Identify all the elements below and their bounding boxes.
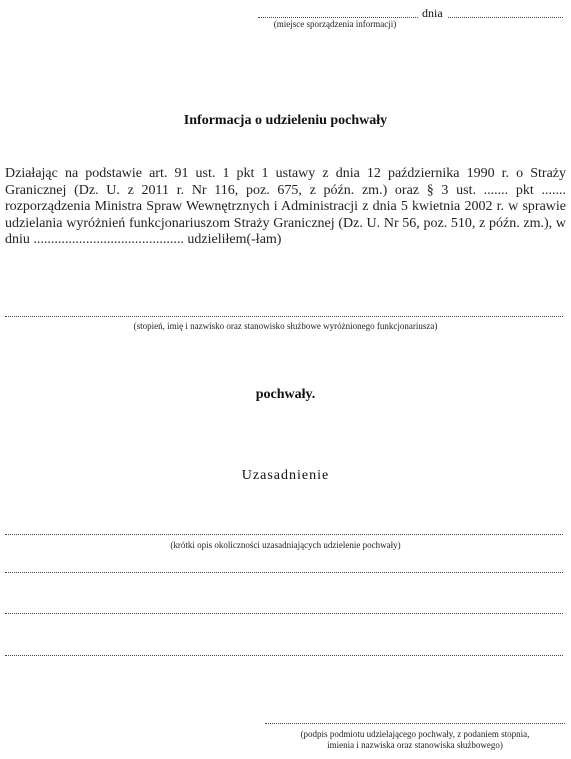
pochwaly-label: pochwały.: [255, 387, 316, 402]
justification-line-2[interactable]: [5, 572, 563, 573]
place-field-line[interactable]: [258, 17, 418, 18]
justification-heading: Uzasadnienie: [241, 468, 330, 483]
legal-basis-paragraph: Działając na podstawie art. 91 ust. 1 pkt 1 ustawy z dnia 12 października 1990 r. o Straży Granicznej (Dz. U. z 2011 r. Nr 116, poz. 675, z późn. zm.) oraz § 3 ust. ....... pkt ....... rozporządzenia Ministra Spraw Wewnętrznych i Administracji z dnia 5 kwietnia 2002 r. w sprawie udzielania wyróżnień funkcjonariuszom Straży Granicznej (Dz. U. Nr 56, poz. 510, z późn. zm.), w dniu ........................................... udzieliłem(-łam): [5, 166, 566, 247]
justification-line-3[interactable]: [5, 613, 563, 614]
signature-caption-line1: (podpis podmiotu udzielającego pochwały, z podaniem stopnia,: [300, 729, 530, 739]
date-field-line[interactable]: [448, 17, 563, 18]
justification-line-1[interactable]: [5, 534, 563, 535]
signature-field-line[interactable]: [265, 723, 565, 724]
justification-caption: (krótki opis okoliczności uzasadniających udzielenie pochwały): [170, 540, 401, 550]
signature-caption-line2: imienia i nazwiska oraz stanowiska służbowego): [327, 740, 503, 750]
justification-line-4[interactable]: [5, 655, 563, 656]
place-caption: (miejsce sporządzenia informacji): [273, 19, 397, 29]
date-label: dnia: [422, 6, 443, 20]
officer-field-line[interactable]: [5, 316, 563, 317]
document-title: Informacja o udzieleniu pochwały: [183, 113, 388, 128]
officer-caption: (stopień, imię i nazwisko oraz stanowisko służbowe wyróżnionego funkcjonariusza): [133, 321, 438, 331]
